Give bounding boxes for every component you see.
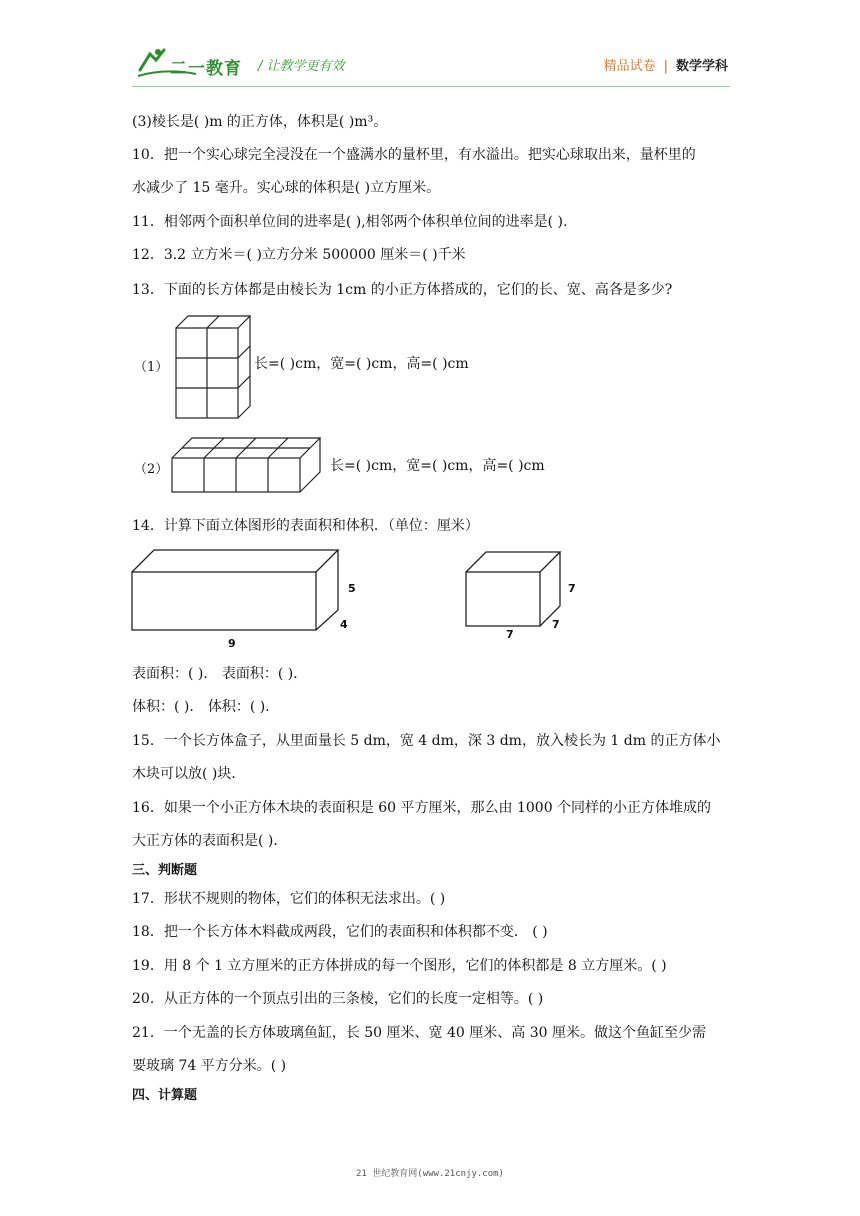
question-line: 14．计算下面立体图形的表面积和体积．（单位：厘米） — [132, 518, 479, 534]
question-line: 11．相邻两个面积单位间的进率是( ),相邻两个体积单位间的进率是( ). — [132, 214, 568, 230]
slogan: / 让教学更有效 — [258, 59, 345, 74]
question-line: 17．形状不规则的物体，它们的体积无法求出。( ) — [132, 891, 446, 907]
page-header — [0, 0, 860, 90]
question-line: 表面积：( )． 表面积：( )． — [132, 666, 308, 682]
cuboid-figure-a — [130, 548, 350, 652]
dim-width-b: 7 — [552, 618, 560, 631]
header-separator: | — [663, 59, 668, 74]
dim-length-a: 9 — [228, 637, 236, 650]
question-line: 15．一个长方体盒子，从里面量长 5 dm，宽 4 dm，深 3 dm，放入棱长为 1 dm 的正方体小 — [132, 733, 721, 749]
question-line: 水减少了 15 毫升。实心球的体积是( )立方厘米。 — [132, 180, 441, 196]
dim-height-a: 5 — [348, 582, 356, 595]
dim-height-b: 7 — [568, 582, 576, 595]
dim-length-b: 7 — [506, 628, 514, 641]
q13-1-answer: 长=( )cm，宽=( )cm，高=( )cm — [254, 356, 469, 372]
figure-label: （1） — [134, 360, 169, 375]
question-line: 21．一个无盖的长方体玻璃鱼缸，长 50 厘米、宽 40 厘米、高 30 厘米。做这个鱼缸至少需 — [132, 1025, 706, 1041]
stacked-cubes-figure — [172, 312, 256, 422]
question-line: 12．3.2 立方米＝( )立方分米 500000 厘米＝( )千米 — [132, 247, 466, 263]
figure-label: （2） — [134, 462, 169, 477]
section-heading: 三、判断题 — [132, 863, 198, 878]
question-line: 19．用 8 个 1 立方厘米的正方体拼成的每一个图形，它们的体积都是 8 立方厘米。( ) — [132, 958, 667, 974]
dim-width-a: 4 — [340, 618, 348, 631]
question-line: 大正方体的表面积是( )． — [132, 833, 288, 849]
row-cubes-figure — [168, 434, 330, 496]
question-line: 13．下面的长方体都是由棱长为 1cm 的小正方体搭成的，它们的长、宽、高各是多少? — [132, 282, 673, 298]
question-line: 要玻璃 74 平方分米。( ) — [132, 1058, 287, 1074]
question-line: 体积：( )． 体积：( )． — [132, 699, 280, 715]
question-line: 10．把一个实心球完全浸没在一个盛满水的量杯里，有水溢出。把实心球取出来，量杯里的 — [132, 147, 696, 163]
section-heading: 四、计算题 — [132, 1088, 198, 1103]
question-line: 18．把一个长方体木料截成两段，它们的表面积和体积都不变． ( ) — [132, 924, 548, 940]
question-line: 木块可以放( )块． — [132, 766, 246, 782]
q13-2-answer: 长=( )cm，宽=( )cm，高=( )cm — [330, 458, 545, 474]
question-line: (3)棱长是( )m 的正方体，体积是( )m³。 — [132, 114, 388, 130]
question-line: 16．如果一个小正方体木块的表面积是 60 平方厘米，那么由 1000 个同样的小正方体堆成的 — [132, 800, 712, 816]
header-right — [604, 55, 728, 74]
header-label-premium: 精品试卷 — [603, 59, 656, 74]
page-footer: 21 世纪教育网(www.21cnjy.com) — [356, 1169, 504, 1179]
header-label-subject: 数学学科 — [675, 59, 728, 74]
question-line: 20．从正方体的一个顶点引出的三条棱，它们的长度一定相等。( ) — [132, 991, 544, 1007]
logo-text: 二一教育 — [170, 59, 242, 79]
header-divider — [132, 86, 730, 87]
